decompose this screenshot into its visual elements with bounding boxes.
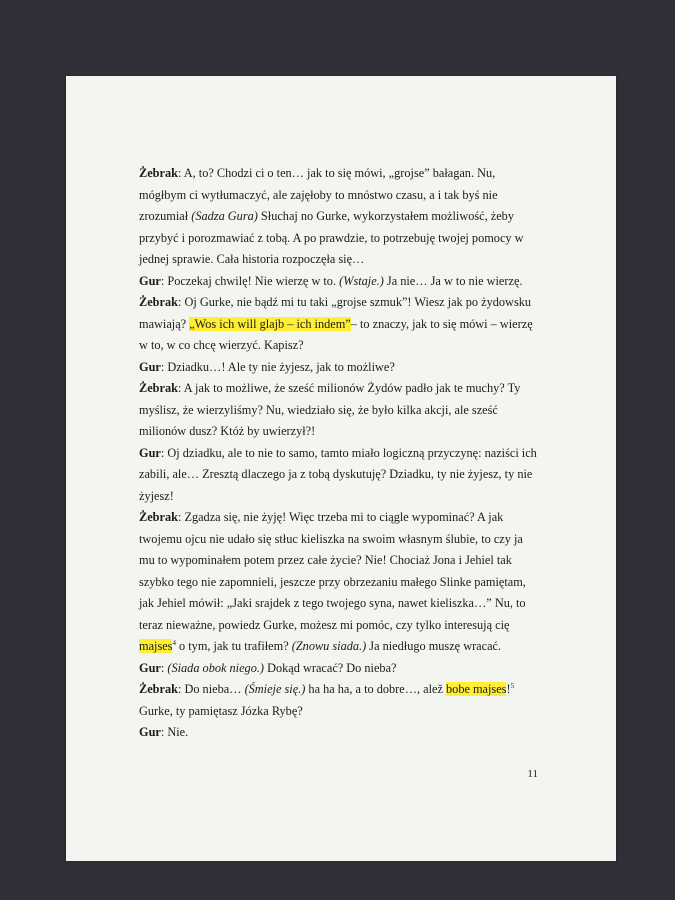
dialogue-line: : Do nieba… <box>177 682 245 696</box>
speaker-name: Gur <box>139 445 161 460</box>
dialogue-paragraph <box>139 271 539 293</box>
dialogue-line: : Dziadku…! Ale ty nie żyjesz, jak to możliwe? <box>160 359 395 374</box>
dialogue-paragraph <box>139 378 539 443</box>
stage-direction: (Siada obok niego.) <box>167 660 265 675</box>
footnote-marker: 4 <box>172 638 176 647</box>
stage-direction: (Znowu siada.) <box>291 639 367 653</box>
footnote-marker: 5 <box>510 681 515 690</box>
dialogue-line: ! <box>506 682 511 696</box>
stage-direction: (Wstaje.) <box>339 273 384 288</box>
dialogue-line: : Zgadza się, nie żyję! Więc trzeba mi to ciągle wypominać? A jak twojemu ojcu nie udało się stłuc kieliszka na swoim własnym ślubie, to czy ja mu to wypominałem potem przez całe życie? Nie! Chociaż Jona i Jehiel tak szybko tego nie zapomnieli, jeszcze przy obrzezaniu małego Slinke pamiętam, jak Jehiel mówił: „Jaki srajdek z tego twojego syna, nawet kieliszka…” Nu, to teraz nieważne, powiedz Gurke, możesz mi pomóc, czy tylko interesują cię <box>139 510 526 632</box>
speaker-name: Żebrak <box>139 510 178 524</box>
dialogue-paragraph <box>139 292 539 357</box>
stage-direction: (Śmieje się.) <box>244 682 306 696</box>
speaker-name: Gur <box>139 273 161 288</box>
speaker-name: Żebrak <box>139 381 178 395</box>
dialogue-paragraph <box>139 722 539 744</box>
dialogue-line: Ja niedługo muszę wracać. <box>366 639 502 653</box>
dialogue-line: Gurke, ty pamiętasz Józka Rybę? <box>139 703 303 718</box>
speaker-name: Żebrak <box>139 295 178 309</box>
dialogue-paragraph <box>139 658 539 680</box>
dialogue-line: o tym, jak tu trafiłem? <box>175 639 292 653</box>
dialogue-line: : Nie. <box>160 725 189 739</box>
dialogue-paragraph <box>139 163 539 271</box>
dialogue-paragraph <box>139 507 539 658</box>
dialogue-line: – to znaczy, jak to się mówi – wierzę w to, w co chcę wierzyć. Kapisz? <box>139 316 533 352</box>
dialogue-line: Ja nie… Ja w to nie wierzę. <box>383 273 523 288</box>
dialogue-line: ha ha ha, a to dobre…, alež <box>305 682 447 696</box>
dialogue-line: : <box>160 660 168 675</box>
speaker-name: Żebrak <box>139 682 178 696</box>
highlighted-phrase: majses <box>139 639 173 653</box>
dialogue-line: : Poczekaj chwilę! Nie wierzę w to. <box>160 273 340 288</box>
dialogue-line: Słuchaj no Gurke, wykorzystałem możliwość, żeby przybyć i porozmawiać z tobą. A po prawdzie, to potrzebuję twojej pomocy w jednej sprawie. Cała historia rozpoczęła się… <box>139 209 524 266</box>
stage-direction: (Sadza Gura) <box>191 209 258 223</box>
speaker-name: Gur <box>139 660 161 675</box>
dialogue-paragraph <box>139 357 539 379</box>
dialogue-line: : Oj dziadku, ale to nie to samo, tamto miało logiczną przyczynę: naziści ich zabili, ale… Zresztą dlaczego ja z tobą dyskutuję? Dziadku, ty nie żyjesz, ty nie żyjesz! <box>139 445 537 503</box>
speaker-name: Żebrak <box>139 166 178 180</box>
highlighted-phrase: bobe majses <box>446 682 507 696</box>
dialogue-line: : Oj Gurke, nie bądź mi tu taki „grojse szmuk”! Wiesz jak po żydowsku mawiają? <box>139 295 532 331</box>
speaker-name: Gur <box>139 359 161 374</box>
dialogue-line: Dokąd wracać? Do nieba? <box>264 660 397 675</box>
page-number: 11 <box>527 768 538 780</box>
dialogue-line: : A jak to możliwe, że sześć milionów Żydów padło jak te muchy? Ty myślisz, że wierzyliśmy? Nu, wiedziało się, że było kilka akcji, ale sześć milionów dusz? Któż by uwierzył?! <box>139 381 521 438</box>
highlighted-phrase: „Wos ich will glajb – ich indem” <box>189 316 351 331</box>
speaker-name: Gur <box>139 725 161 739</box>
dialogue-text <box>139 163 539 744</box>
dialogue-paragraph <box>139 679 539 722</box>
dialogue-line: : A, to? Chodzi ci o ten… jak to się mówi, „grojse” bałagan. Nu, mógłbym ci wytłumaczyć, ale zajęłoby to mnóstwo czasu, a i tak byś nie zrozumiał <box>139 166 498 223</box>
dialogue-paragraph <box>139 443 539 508</box>
document-page <box>66 76 616 861</box>
